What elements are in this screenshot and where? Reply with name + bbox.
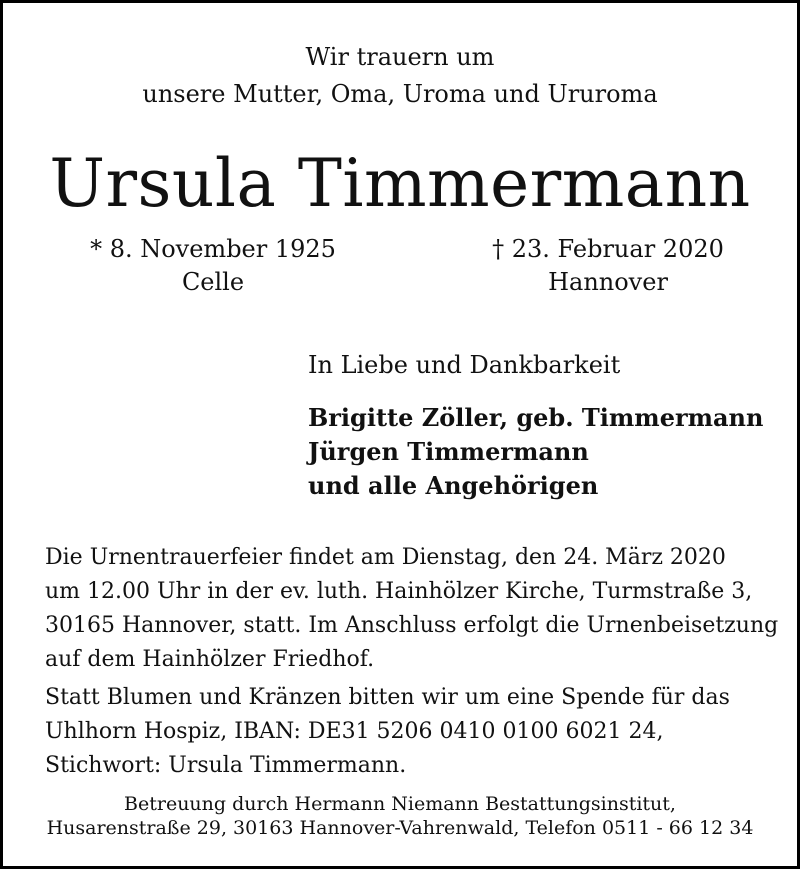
ceremony-line: um 12.00 Uhr in der ev. luth. Hainhölzer Kirche, Turmstraße 3, [45,579,753,604]
ceremony-text [45,541,785,677]
intro-line-1: Wir trauern um [305,43,495,71]
deceased-name: Ursula Timmermann [49,145,751,222]
footer-line-2: Husarenstraße 29, 30163 Hannover-Vahrenwald, Telefon 0511 - 66 12 34 [46,817,754,839]
ceremony-line: 30165 Hannover, statt. Im Anschluss erfolgt die Urnenbeisetzung [45,613,779,638]
birth-date: * 8. November 1925 [90,235,336,263]
intro-line-2: unsere Mutter, Oma, Uroma und Ururoma [142,80,658,108]
mourner-name: Jürgen Timmermann [308,437,589,466]
birth-place: Celle [181,268,245,296]
donation-line: Stichwort: Ursula Timmermann. [45,753,407,778]
mourner-name: und alle Angehörigen [308,471,599,500]
footer-line-1: Betreuung durch Hermann Niemann Bestattungsinstitut, [124,793,676,815]
ceremony-line: auf dem Hainhölzer Friedhof. [45,647,375,672]
donation-line: Statt Blumen und Kränzen bitten wir um eine Spende für das [45,685,730,710]
donation-text [45,681,785,783]
donation-line: Uhlhorn Hospiz, IBAN: DE31 5206 0410 0100 6021 24, [45,719,664,744]
ceremony-line: Die Urnentrauerfeier findet am Dienstag, den 24. März 2020 [45,545,726,570]
death-place: Hannover [548,268,668,296]
death-date: † 23. Februar 2020 [492,235,724,263]
mourners-intro: In Liebe und Dankbarkeit [308,351,621,379]
mourner-name: Brigitte Zöller, geb. Timmermann [308,403,764,432]
